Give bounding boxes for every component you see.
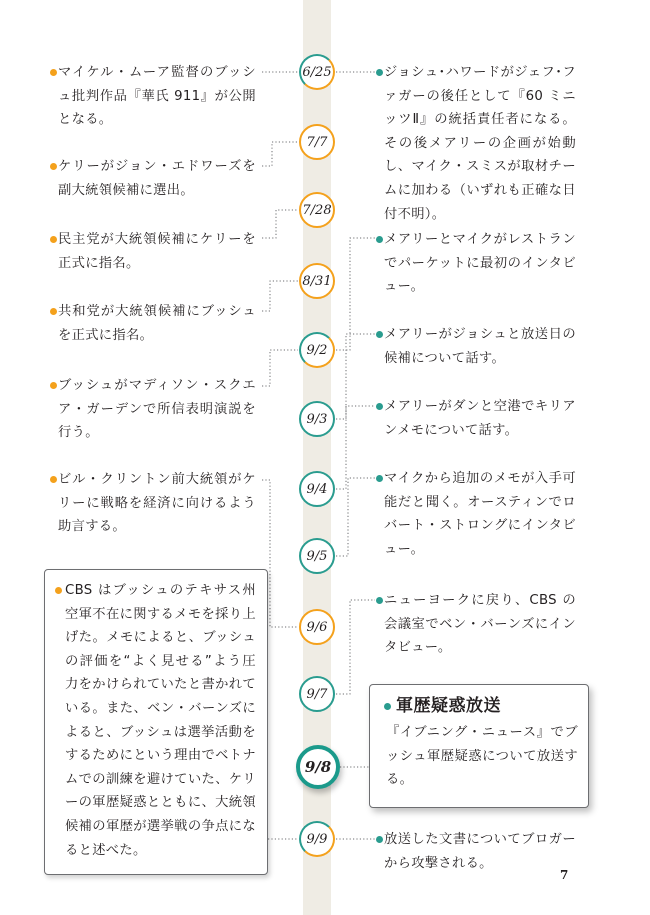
connector-9-2-right xyxy=(336,238,375,350)
date-9-5: 9/5 xyxy=(299,538,335,574)
right-event-text: マイクから追加のメモが入手可能だと聞く。オースティンでロバート・ストロングにインタビュー。 xyxy=(384,471,576,557)
date-9-7: 9/7 xyxy=(299,676,335,712)
date-9-4: 9/4 xyxy=(299,471,335,507)
right-event-text: メアリーがダンと空港でキリアンメモについて話す。 xyxy=(384,399,576,438)
connector-8-31 xyxy=(262,281,298,311)
date-7-7: 7/7 xyxy=(299,124,335,160)
right-event-text: メアリーがジョシュと放送日の候補について話す。 xyxy=(384,327,576,366)
left-event-9-6 xyxy=(58,468,256,539)
page-number: 7 xyxy=(560,868,569,882)
right-event-text: ニューヨークに戻り、CBS の会議室でベン・バーンズにインタビュー。 xyxy=(384,593,576,656)
left-event-8-31 xyxy=(58,300,256,347)
bullet-teal xyxy=(384,703,391,710)
right-event-9-4 xyxy=(384,395,576,442)
bullet-teal xyxy=(376,403,383,410)
right-event-9-3 xyxy=(384,323,576,370)
left-event-9-9-box xyxy=(44,569,268,875)
left-event-text: 民主党が大統領候補にケリーを正式に指名。 xyxy=(58,232,256,271)
bullet-teal xyxy=(376,236,383,243)
bullet-orange xyxy=(50,308,57,315)
left-event-text: ビル・クリントン前大統領がケリーに戦略を経済に向けるよう助言する。 xyxy=(58,472,256,535)
bullet-orange xyxy=(50,476,57,483)
bullet-orange xyxy=(50,69,57,76)
left-event-7-28 xyxy=(58,228,256,275)
right-event-text: メアリーとマイクがレストランでパーケットに最初のインタビュー。 xyxy=(384,232,576,295)
right-event-9-2 xyxy=(384,228,576,299)
date-9-2: 9/2 xyxy=(299,332,335,368)
bullet-orange xyxy=(50,236,57,243)
left-event-9-2 xyxy=(58,374,256,445)
bullet-teal xyxy=(376,331,383,338)
left-event-text: ブッシュがマディソン・スクエア・ガーデンで所信表明演説を行う。 xyxy=(58,378,256,441)
bullet-teal xyxy=(376,836,383,843)
date-6-25: 6/25 xyxy=(299,54,335,90)
right-event-9-7 xyxy=(384,589,576,660)
right-event-9-5 xyxy=(384,467,576,561)
connector-9-4 xyxy=(336,406,375,489)
left-boxed-event-text: CBS はブッシュのテキサス州空軍不在に関するメモを採り上げた。メモによると、ブッシュの評価を“よく見せる”よう圧力をかけられていたと書かれている。また、ベン・バーンズによると、ブッシュは選挙活動をするためにという理由でベトナムでの訓練を避けていた、ケリーの軍歴疑惑とともに、大統領候補の軍歴が選挙戦の争点になると述べた。 xyxy=(65,583,256,858)
connector-9-5 xyxy=(336,478,375,556)
date-9-9: 9/9 xyxy=(299,821,335,857)
date-7-28: 7/28 xyxy=(299,192,335,228)
highlight-title xyxy=(384,693,578,719)
bullet-orange xyxy=(55,587,62,594)
right-event-text: 放送した文書についてブロガーから攻撃される。 xyxy=(384,832,576,871)
right-event-6-25 xyxy=(384,61,576,226)
highlight-title-text: 軍歴疑惑放送 xyxy=(396,696,501,716)
bullet-orange xyxy=(50,382,57,389)
left-event-7-7 xyxy=(58,155,256,202)
date-9-3: 9/3 xyxy=(299,401,335,437)
left-event-6-25 xyxy=(58,61,256,132)
left-event-text: ケリーがジョン・エドワーズを副大統領候補に選出。 xyxy=(58,159,256,198)
connector-7-7 xyxy=(262,142,298,166)
left-event-text: 共和党が大統領候補にブッシュを正式に指名。 xyxy=(58,304,256,343)
bullet-teal xyxy=(376,597,383,604)
date-9-8: 9/8 xyxy=(296,745,340,789)
left-event-text: マイケル・ムーア監督のブッシュ批判作品『華氏 911』が公開となる。 xyxy=(58,65,256,128)
bullet-teal xyxy=(376,69,383,76)
date-9-6: 9/6 xyxy=(299,609,335,645)
date-8-31: 8/31 xyxy=(299,263,335,299)
highlight-box-9-8 xyxy=(369,684,589,808)
connector-9-2-left xyxy=(262,350,298,386)
connector-9-7 xyxy=(336,600,375,694)
right-event-9-9 xyxy=(384,828,576,875)
connector-7-28 xyxy=(262,210,298,238)
bullet-orange xyxy=(50,163,57,170)
right-event-text: ジョシュ･ハワードがジェフ･ファガーの後任として『60 ミニッツⅡ』の統括責任者になる。その後メアリーの企画が始動し、マイク・スミスが取材チームに加わる（いずれも正確な日付不明）。 xyxy=(384,65,576,222)
bullet-teal xyxy=(376,475,383,482)
highlight-body: 『イブニング・ニュース』でブッシュ軍歴疑惑について放送する。 xyxy=(386,725,578,788)
